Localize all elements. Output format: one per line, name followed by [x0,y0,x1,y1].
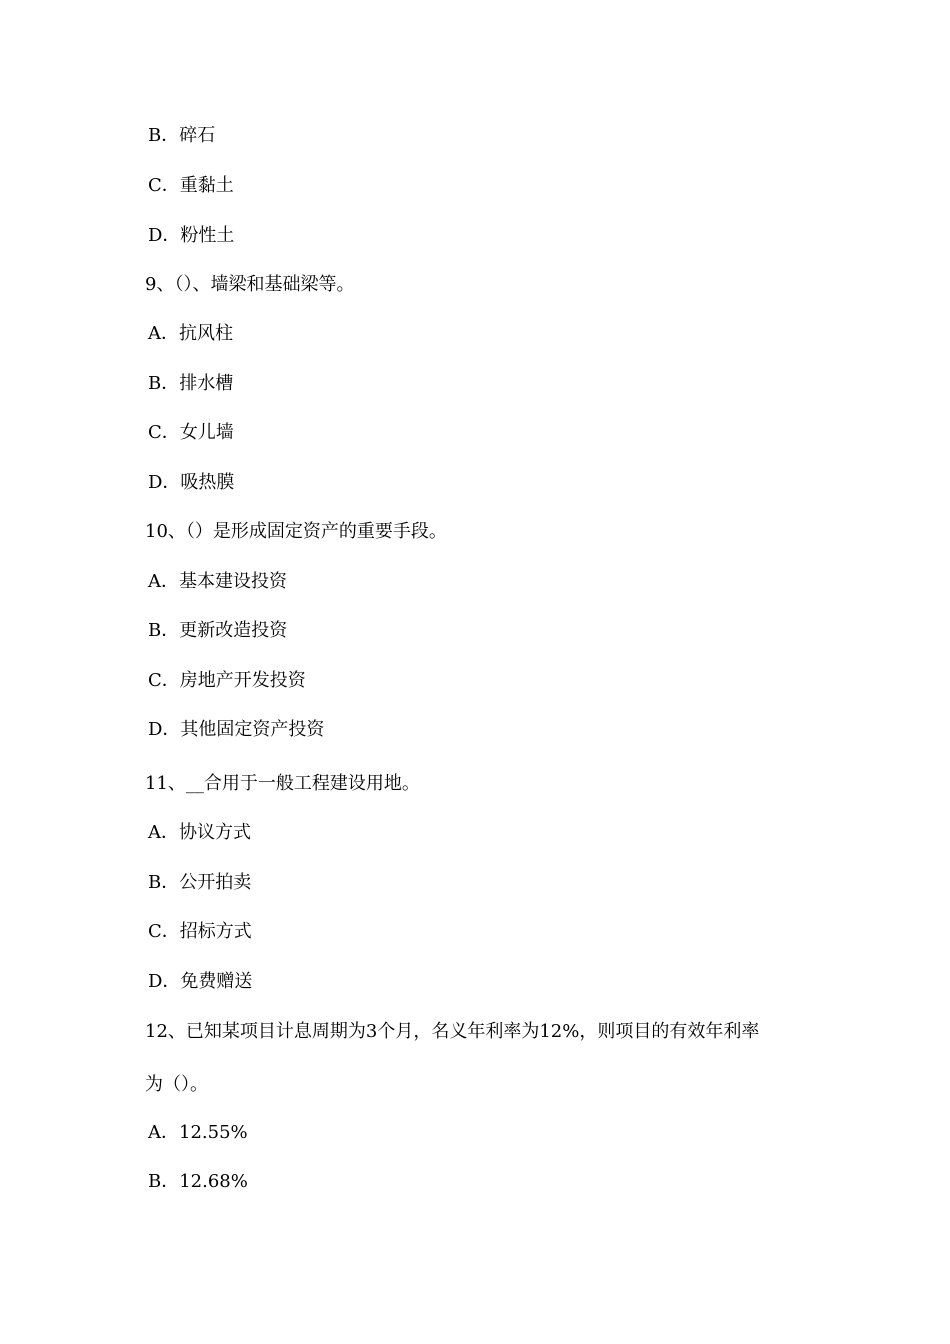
question-10: 10、（）是形成固定资产的重要手段。 [145,521,447,542]
option-11-a: A．协议方式 [148,822,251,843]
question-12-line-1: 12、已知某项目计息周期为3个月，名义年利率为12%，则项目的有效年利率 [145,1021,760,1042]
option-9-b: B．排水槽 [148,373,234,394]
option-8-c: C．重黏土 [148,175,234,196]
question-12-line-2: 为（）。 [145,1074,208,1095]
option-10-d: D．其他固定资产投资 [148,719,325,740]
option-9-a: A．抗风柱 [148,323,233,344]
option-10-b: B．更新改造投资 [148,620,288,641]
option-11-d: D．免费赠送 [148,971,253,992]
question-11: 11、__合用于一般工程建设用地。 [145,773,420,794]
option-11-c: C．招标方式 [148,921,252,942]
option-10-a: A．基本建设投资 [148,571,287,592]
option-9-c: C．女儿墙 [148,422,234,443]
question-9: 9、（）、墙梁和基础梁等。 [145,274,355,295]
option-8-d: D．粉性土 [148,225,235,246]
option-10-c: C．房地产开发投资 [148,670,306,691]
option-12-b: B．12.68% [148,1171,248,1192]
option-12-a: A．12.55% [148,1122,248,1143]
option-9-d: D．吸热膜 [148,472,235,493]
option-11-b: B．公开拍卖 [148,872,252,893]
option-8-b: B．碎石 [148,125,216,146]
